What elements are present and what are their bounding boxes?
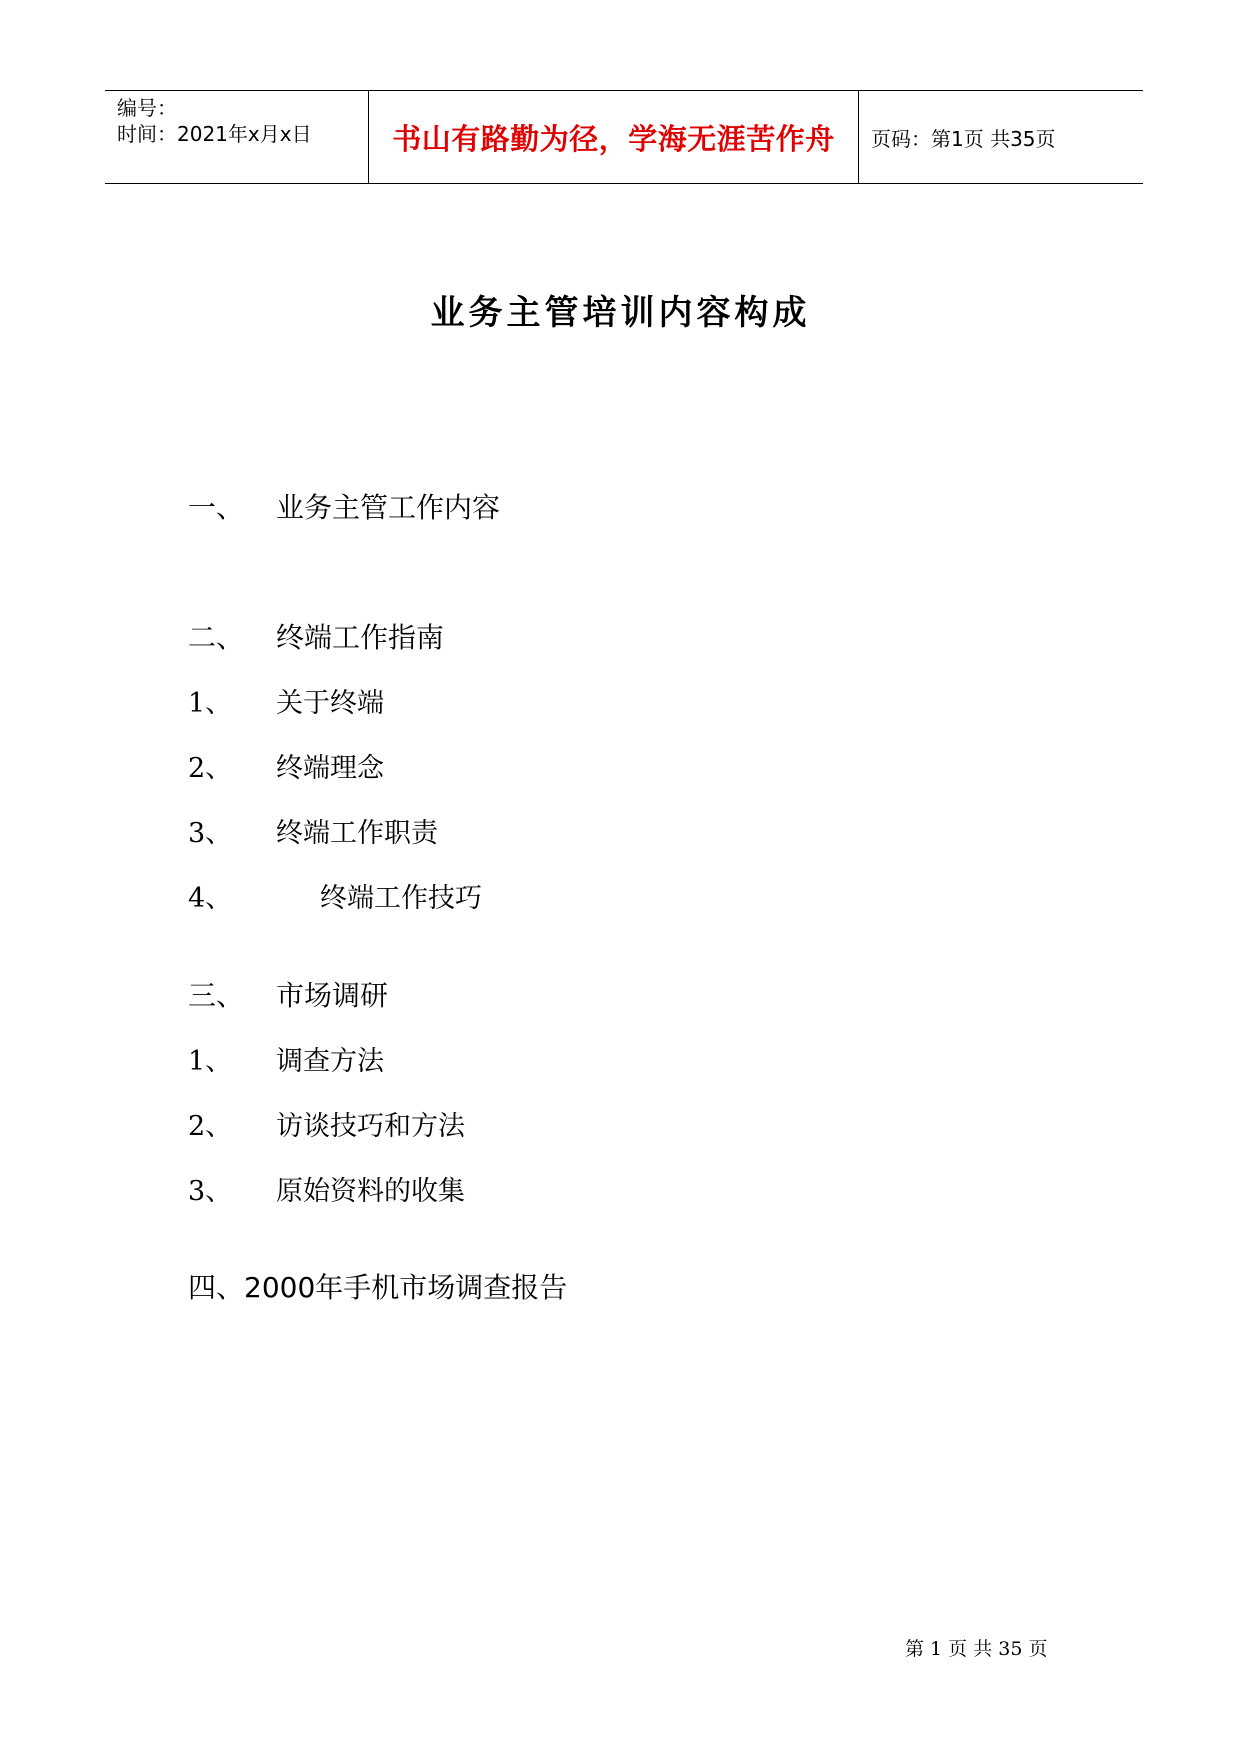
doc-number-label: 编号： xyxy=(117,96,177,120)
motto: 书山有路勤为径，学海无涯苦作舟 xyxy=(392,121,835,156)
section-text: 业务主管工作内容 xyxy=(276,491,501,524)
item-text: 原始资料的收集 xyxy=(276,1176,465,1207)
item-number: 3、 xyxy=(188,1176,233,1207)
item-number: 3、 xyxy=(188,818,233,849)
item-text: 终端工作技巧 xyxy=(320,883,482,914)
section-number: 四、2000年手机市场调查报告 xyxy=(188,1271,568,1304)
section-number: 三、 xyxy=(188,979,245,1012)
item-text: 终端工作职责 xyxy=(276,818,438,849)
section-text: 市场调研 xyxy=(276,979,389,1012)
page-footer: 第 1 页 共 35 页 xyxy=(905,1638,1048,1660)
item-number: 2、 xyxy=(188,1111,233,1142)
item-text: 终端理念 xyxy=(276,753,384,784)
doc-time: 时间：2021年x月x日 xyxy=(117,122,312,146)
section-text: 终端工作指南 xyxy=(276,621,445,654)
item-text: 调查方法 xyxy=(276,1046,384,1077)
section-number: 二、 xyxy=(188,621,245,654)
item-text: 访谈技巧和方法 xyxy=(276,1111,465,1142)
item-number: 4、 xyxy=(188,883,233,914)
item-number: 1、 xyxy=(188,1046,233,1077)
item-number: 1、 xyxy=(188,688,233,719)
item-number: 2、 xyxy=(188,753,233,784)
section-number: 一、 xyxy=(188,491,245,524)
item-text: 关于终端 xyxy=(276,688,384,719)
page-title: 业务主管培训内容构成 xyxy=(430,293,811,333)
page-code: 页码：第1页 共35页 xyxy=(871,126,1056,151)
